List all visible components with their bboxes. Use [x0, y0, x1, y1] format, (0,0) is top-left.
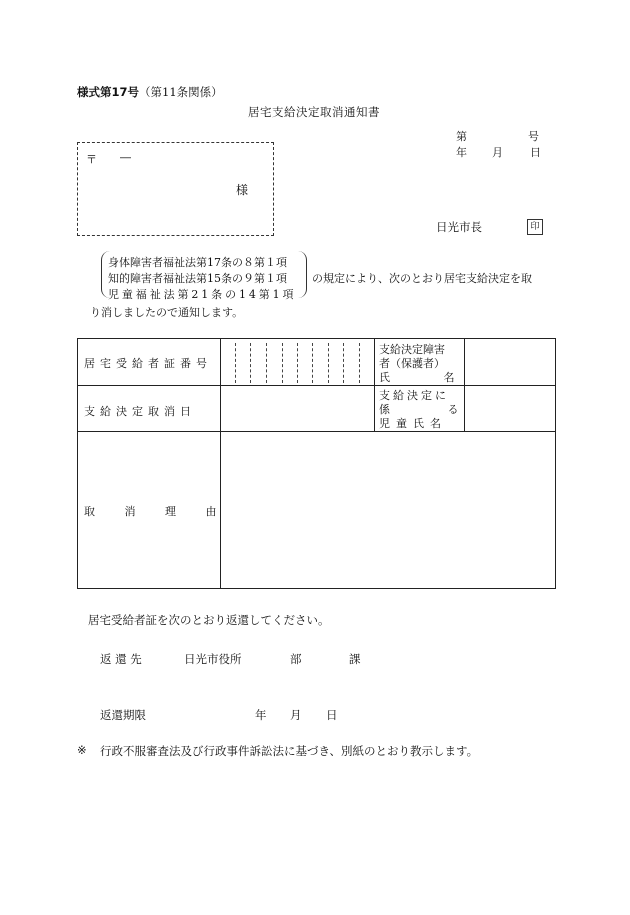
law-line-2: 知的障害者福祉法第15条の９第１項: [108, 272, 287, 285]
notice-text-1: の規定により、次のとおり居宅支給決定を取: [312, 272, 532, 285]
date-year: 年: [456, 146, 467, 159]
row2-right-label-3: 児童氏名: [379, 417, 447, 430]
return-intro: 居宅受給者証を次のとおり返還してください。: [88, 613, 330, 627]
return-destination-office: 日光市役所: [184, 652, 242, 666]
row2-right-label-1: 支給決定に: [379, 389, 449, 402]
law-line-1: 身体障害者福祉法第17条の８第１項: [108, 256, 287, 269]
form-number-label: 様式第17号: [77, 85, 140, 99]
row1-right-label-1: 支給決定障害: [379, 343, 445, 356]
return-destination-dept: 部: [290, 652, 302, 666]
notice-text-2: り消しましたので通知します。: [90, 306, 244, 319]
address-box: [77, 142, 274, 236]
page-title: 居宅支給決定取消通知書: [248, 105, 380, 119]
seal-mark: 印: [527, 219, 543, 235]
row1-right-label-3: 氏 名: [379, 371, 455, 384]
row1-label: 居宅受給者証番号: [84, 357, 212, 370]
postal-dash: ―: [120, 151, 131, 164]
return-destination-section: 課: [349, 652, 361, 666]
date-day: 日: [530, 146, 541, 159]
footnote-mark: ※: [77, 743, 87, 757]
notice-table: [77, 338, 556, 589]
mayor-title: 日光市長: [436, 220, 482, 234]
doc-number-suffix: 号: [528, 130, 539, 143]
footnote: 行政不服審査法及び行政事件訴訟法に基づき、別紙のとおり教示します。: [100, 744, 479, 758]
row1-right-label-2: 者（保護者）: [379, 357, 445, 370]
doc-number-prefix: 第: [456, 130, 467, 143]
deadline-day: 日: [326, 708, 338, 722]
return-destination-label: 返 還 先: [100, 652, 142, 666]
row2-label: 支給決定取消日: [84, 405, 196, 418]
return-deadline-label: 返還期限: [100, 708, 146, 722]
honorific: 様: [236, 183, 249, 197]
row3-label: 取 消 理 由: [84, 505, 217, 518]
deadline-year: 年: [255, 708, 267, 722]
form-number: [77, 84, 223, 100]
form-relation: （第11条関係）: [139, 85, 223, 99]
row2-right-label-2: 係 る: [379, 403, 459, 416]
postal-mark: 〒: [86, 153, 97, 166]
deadline-month: 月: [290, 708, 302, 722]
date-month: 月: [492, 146, 503, 159]
law-line-3: 児 童 福 祉 法 第 2 1 条 の 1 4 第 1 項: [108, 288, 294, 301]
